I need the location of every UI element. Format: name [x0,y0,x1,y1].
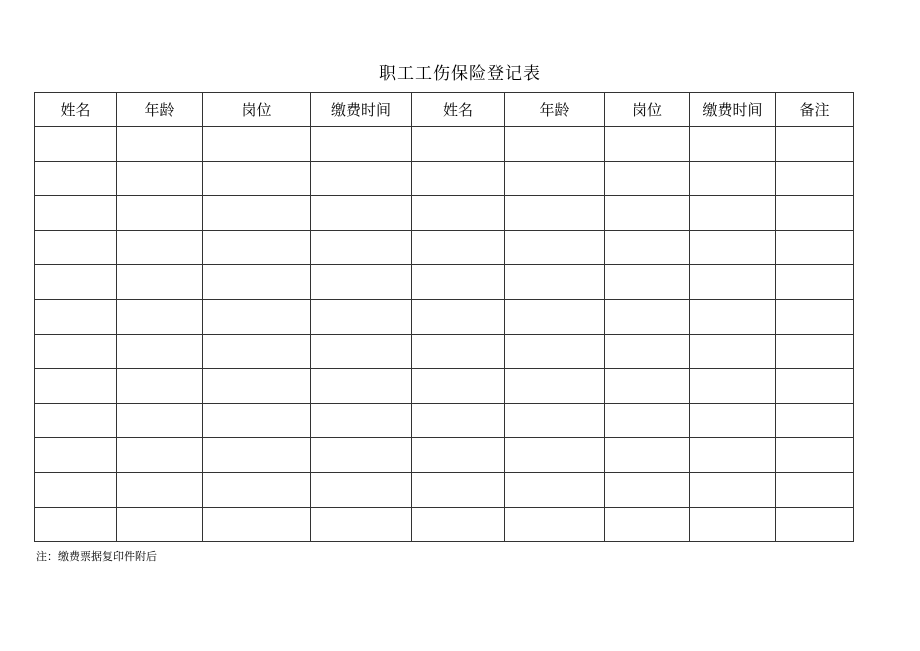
table-cell [605,265,690,300]
table-cell [117,127,203,162]
table-cell [505,230,605,265]
table-cell [412,196,505,231]
table-cell [117,230,203,265]
table-cell [117,196,203,231]
table-row [35,334,854,369]
table-cell [505,127,605,162]
table-cell [690,230,776,265]
table-cell [311,403,412,438]
table-row [35,161,854,196]
table-cell [605,334,690,369]
table-cell [203,299,311,334]
table-cell [776,334,854,369]
table-cell [35,472,117,507]
table-cell [117,438,203,473]
table-cell [311,230,412,265]
table-cell [35,299,117,334]
table-row [35,299,854,334]
table-cell [311,265,412,300]
table-cell [776,230,854,265]
table-cell [776,127,854,162]
table-cell [690,265,776,300]
table-cell [203,161,311,196]
table-cell [203,438,311,473]
table-cell [117,299,203,334]
table-cell [690,403,776,438]
table-cell [203,334,311,369]
column-header-position-2: 岗位 [605,93,690,127]
table-cell [203,230,311,265]
table-cell [505,369,605,404]
table-cell [203,507,311,542]
table-cell [505,299,605,334]
table-cell [311,369,412,404]
table-cell [605,161,690,196]
table-cell [311,438,412,473]
table-cell [690,334,776,369]
table-cell [203,265,311,300]
table-cell [35,161,117,196]
table-cell [203,127,311,162]
table-cell [311,161,412,196]
table-cell [605,196,690,231]
table-cell [35,334,117,369]
table-cell [412,507,505,542]
table-cell [605,403,690,438]
table-header-row [35,93,854,127]
table-cell [35,230,117,265]
table-cell [776,369,854,404]
column-header-name-2: 姓名 [412,93,505,127]
table-cell [117,334,203,369]
table-cell [117,161,203,196]
table-cell [311,196,412,231]
table-cell [690,369,776,404]
table-cell [35,438,117,473]
table-cell [35,403,117,438]
column-header-position: 岗位 [203,93,311,127]
table-cell [35,127,117,162]
footnote: 注：缴费票据复印件附后 [36,550,157,563]
table-cell [412,369,505,404]
table-cell [505,265,605,300]
table-cell [117,265,203,300]
table-cell [412,230,505,265]
table-row [35,507,854,542]
table-cell [311,299,412,334]
table-cell [35,507,117,542]
table-cell [412,472,505,507]
table-cell [776,438,854,473]
table-cell [412,403,505,438]
column-header-age: 年龄 [117,93,203,127]
table-body [35,127,854,542]
table-cell [605,299,690,334]
table-cell [776,161,854,196]
table-cell [605,472,690,507]
table-row [35,369,854,404]
table-cell [505,438,605,473]
table-cell [412,299,505,334]
table-cell [605,127,690,162]
table-cell [117,403,203,438]
table-cell [690,472,776,507]
table-row [35,472,854,507]
table-cell [35,265,117,300]
table-cell [505,334,605,369]
table-cell [203,196,311,231]
table-cell [505,196,605,231]
table-row [35,265,854,300]
table-cell [311,127,412,162]
table-cell [690,299,776,334]
page-title: 职工工伤保险登记表 [379,64,541,84]
column-header-payment-time: 缴费时间 [311,93,412,127]
table-cell [412,438,505,473]
table-cell [776,472,854,507]
registration-table [34,92,854,542]
table-cell [311,472,412,507]
table-cell [412,127,505,162]
table-cell [605,369,690,404]
table-cell [311,334,412,369]
table-cell [605,438,690,473]
table-cell [776,196,854,231]
table-row [35,196,854,231]
table-cell [776,403,854,438]
table-cell [203,472,311,507]
table-cell [117,507,203,542]
table-cell [412,334,505,369]
table-cell [690,507,776,542]
column-header-payment-time-2: 缴费时间 [690,93,776,127]
table-cell [203,369,311,404]
table-cell [311,507,412,542]
table-cell [505,403,605,438]
table-cell [690,161,776,196]
table-row [35,127,854,162]
table-cell [605,230,690,265]
table-cell [203,403,311,438]
table-cell [412,265,505,300]
table-cell [505,161,605,196]
table-cell [35,369,117,404]
table-cell [35,196,117,231]
table-cell [776,299,854,334]
table-cell [117,369,203,404]
table-cell [690,127,776,162]
column-header-remarks: 备注 [776,93,854,127]
table-cell [605,507,690,542]
table-row [35,403,854,438]
table-cell [776,265,854,300]
table-cell [505,507,605,542]
table-cell [690,438,776,473]
table-row [35,230,854,265]
table-cell [505,472,605,507]
table-row [35,438,854,473]
column-header-age-2: 年龄 [505,93,605,127]
table-cell [412,161,505,196]
table-cell [117,472,203,507]
table-cell [776,507,854,542]
column-header-name: 姓名 [35,93,117,127]
table-cell [690,196,776,231]
